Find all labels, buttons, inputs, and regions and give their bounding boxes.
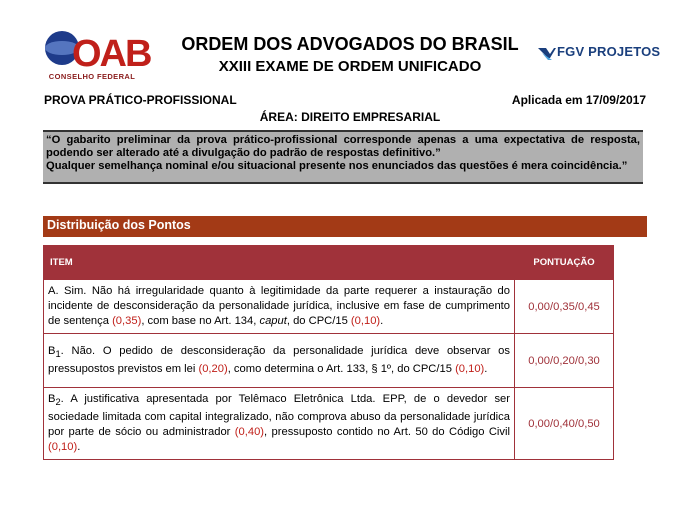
row-b2-points2: (0,10) <box>48 441 78 454</box>
row-a-part1: A. Sim. Não há irregularidade quanto à legitimidade da parte requerer a instauração do incidente de desconsideração da personalidade jurídica, inclusive em fase de cumprimento de sentença <box>48 285 510 327</box>
row-b1-text <box>44 334 515 388</box>
table-header-row <box>44 246 614 280</box>
oab-logo-letters: OAB <box>72 33 151 75</box>
row-b2-score: 0,00/0,40/0,50 <box>515 388 614 460</box>
row-a-text <box>44 280 515 334</box>
row-b1-sub: 1 <box>55 349 61 360</box>
row-b1-end: . <box>484 363 488 376</box>
row-b2-part1: . A justificativa apresentada por Telêmaco Eletrônica Ltda. EPP, de o devedor ser sociedade limitada com capital integralizado, não comprova abuso da personalidade jurídica por parte de sócio ou administrador <box>48 393 510 439</box>
row-a-italic: caput <box>259 315 287 327</box>
row-b2-sub: 2 <box>55 397 61 408</box>
header-score: PONTUAÇÃO <box>515 246 614 280</box>
row-a-part2: , com base no Art. 134, <box>141 315 260 327</box>
points-table <box>43 245 614 460</box>
disclaimer-box <box>43 130 643 184</box>
oab-subtitle: CONSELHO FEDERAL <box>48 72 136 81</box>
row-b1-score: 0,00/0,20/0,30 <box>515 334 614 388</box>
row-a-points2: (0,10) <box>350 315 381 327</box>
row-b2-label: B <box>48 393 56 405</box>
disclaimer-line-1: “O gabarito preliminar da prova prático-profissional corresponde apenas a uma expectativa de resposta, podendo ser alterado até a divulgação do padrão de respostas definitivo.” <box>46 134 640 159</box>
row-a-end: . <box>380 315 384 327</box>
table-row <box>44 388 614 460</box>
row-a-part3: , do CPC/15 <box>286 315 351 327</box>
exam-type: PROVA PRÁTICO-PROFISSIONAL <box>44 93 237 107</box>
row-b2-end: . <box>77 441 81 454</box>
row-b1-points2: (0,10) <box>455 363 485 376</box>
table-row <box>44 280 614 334</box>
disclaimer-line-2: Qualquer semelhança nominal e/ou situacional presente nos enunciados das questões é mera coincidência.” <box>46 160 628 172</box>
exam-date: Aplicada em 17/09/2017 <box>511 93 646 107</box>
row-a-points1: (0,35) <box>112 315 142 327</box>
header-item: ITEM <box>44 246 515 280</box>
org-title: ORDEM DOS ADVOGADOS DO BRASIL <box>181 34 519 54</box>
row-b1-part2: , como determina o Art. 133, § 1º, do CPC/15 <box>227 363 456 376</box>
row-b1-points1: (0,20) <box>198 363 228 376</box>
row-b2-part2: , pressuposto contido no Art. 50 do Código Civil <box>264 426 510 439</box>
row-b2-text <box>44 388 515 460</box>
exam-area: ÁREA: DIREITO EMPRESARIAL <box>259 110 441 124</box>
row-b1-label: B <box>48 344 56 357</box>
row-a-score: 0,00/0,35/0,45 <box>515 280 614 334</box>
exam-title: XXIII EXAME DE ORDEM UNIFICADO <box>218 58 482 75</box>
section-title: Distribuição dos Pontos <box>43 216 647 237</box>
row-b2-points1: (0,40) <box>234 426 265 439</box>
table-row <box>44 334 614 388</box>
row-b1-part1: . Não. O pedido de desconsideração da personalidade jurídica deve observar os pressupostos previstos em lei <box>48 344 510 376</box>
fgv-logo: FGV PROJETOS <box>557 44 661 59</box>
